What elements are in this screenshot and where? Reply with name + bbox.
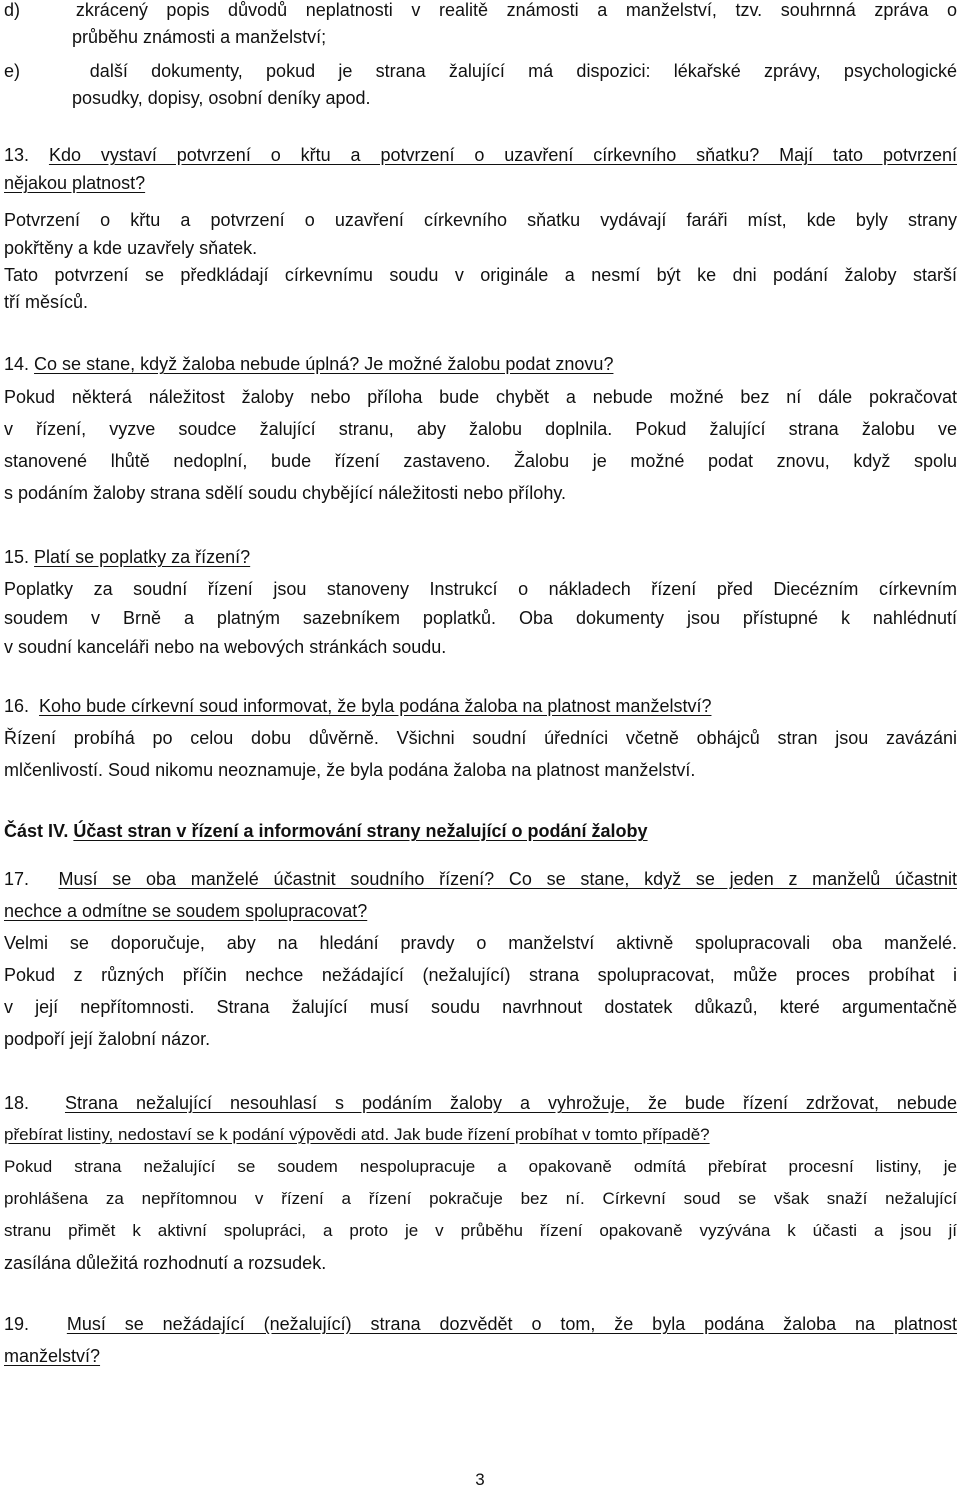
part-heading [4, 817, 957, 845]
answer-14-line: Pokud některá náležitost žaloby nebo příloha bude chybět a nebude možné bez ní dále pokračovat [4, 387, 957, 407]
answer-17-line: v její nepřítomnosti. Strana žalující musí soudu navrhnout dostatek důkazů, které argumentačně [4, 997, 957, 1017]
list-item-text: zkrácený popis důvodů neplatnosti v realitě známosti a manželství, tzv. souhrnná zpráva o [75, 0, 957, 20]
page-number: 3 [475, 1470, 485, 1489]
answer-17-line: podpoří její žalobní názor. [4, 1029, 211, 1049]
answer-18-line: Pokud strana nežalující se soudem nespolupracuje a opakovaně odmítá přebírat procesní listiny, je [4, 1157, 957, 1176]
question-15 [4, 543, 957, 571]
list-item-e [4, 57, 957, 85]
part-title: Účast stran v řízení a informování strany nežalující o podání žaloby [73, 821, 648, 841]
answer-15-line: v soudní kanceláři nebo na webových stránkách soudu. [4, 637, 447, 657]
question-number: 15. [4, 547, 30, 567]
question-number: 13. [4, 145, 30, 165]
question-number: 18. [4, 1093, 30, 1113]
answer-16-line: Řízení probíhá po celou dobu důvěrně. Všichni soudní úředníci včetně obhájců stran jsou zavázáni [4, 728, 957, 748]
question-number: 16. [4, 696, 30, 716]
question-13-text: Kdo vystaví potvrzení o křtu a potvrzení o uzavření církevního sňatku? Mají tato potvrzení [48, 145, 957, 165]
answer-15-line: soudem v Brně a platným sazebníkem poplatků. Oba dokumenty jsou přístupné k nahlédnutí [4, 608, 957, 628]
question-17 [4, 865, 957, 893]
answer-18-line: zasílána důležitá rozhodnutí a rozsudek. [4, 1253, 327, 1273]
question-19-text: Musí se nežádající (nežalující) strana dozvědět o tom, že byla podána žaloba na platnost [66, 1314, 957, 1334]
answer-18-line: prohlášena za nepřítomnou v řízení a řízení pokračuje bez ní. Církevní soud se však snaží nežalující [4, 1189, 957, 1208]
question-18-text: Strana nežalující nesouhlasí s podáním žaloby a vyhrožuje, že bude řízení zdržovat, nebude [64, 1093, 957, 1113]
question-14 [4, 350, 957, 378]
answer-14-line: v řízení, vyzve soudce žalující stranu, aby žalobu doplnila. Pokud žalující strana žalobu ve [4, 419, 957, 439]
list-item-e-cont: posudky, dopisy, osobní deníky apod. [72, 88, 371, 108]
answer-13-line: tří měsíců. [4, 292, 89, 312]
list-item-text: další dokumenty, pokud je strana žalující má dispozici: lékařské zprávy, psychologické [89, 61, 957, 81]
question-16 [4, 692, 957, 720]
question-number: 19. [4, 1314, 30, 1334]
list-marker: e) [4, 61, 21, 81]
answer-18-line: stranu přimět k aktivní spolupráci, a proto je v průběhu řízení opakovaně vyzývána k účasti a jsou jí [4, 1221, 957, 1240]
question-17-text: Musí se oba manželé účastnit soudního řízení? Co se stane, když se jeden z manželů účastnit [58, 869, 957, 889]
question-15-text: Platí se poplatky za řízení? [34, 547, 251, 567]
list-marker: d) [4, 0, 21, 20]
question-13 [4, 141, 957, 169]
question-14-text: Co se stane, když žaloba nebude úplná? Je možné žalobu podat znovu? [34, 354, 614, 374]
answer-17-line: Velmi se doporučuje, aby na hledání pravdy o manželství aktivně spolupracovali oba manželé. [4, 933, 957, 953]
answer-14-line: s podáním žaloby strana sdělí soudu chybějící náležitosti nebo přílohy. [4, 483, 566, 503]
question-number: 17. [4, 869, 30, 889]
question-19 [4, 1310, 957, 1338]
list-item-d [4, 0, 957, 24]
question-number: 14. [4, 354, 30, 374]
question-13-cont: nějakou platnost? [4, 173, 146, 193]
answer-14-line: stanovené lhůtě nedoplní, bude řízení zastaveno. Žalobu je možné podat znovu, když spolu [4, 451, 957, 471]
question-17-cont: nechce a odmítne se soudem spolupracovat? [4, 901, 368, 921]
part-label: Část IV. [4, 821, 69, 841]
question-18 [4, 1089, 957, 1117]
answer-13-line: pokřtěny a kde uzavřely sňatek. [4, 238, 258, 258]
answer-13-line: Potvrzení o křtu a potvrzení o uzavření církevního sňatku vydávají faráři míst, kde byly strany [4, 210, 957, 230]
question-18-cont: přebírat listiny, nedostaví se k podání výpovědi atd. Jak bude řízení probíhat v tomto případě? [4, 1125, 710, 1144]
answer-13-line: Tato potvrzení se předkládají církevnímu soudu v originále a nesmí být ke dni podání žaloby starší [4, 265, 957, 285]
answer-15-line: Poplatky za soudní řízení jsou stanoveny Instrukcí o nákladech řízení před Diecézním církevním [4, 579, 957, 599]
answer-16-line: mlčenlivostí. Soud nikomu neoznamuje, že byla podána žaloba na platnost manželství. [4, 760, 696, 780]
answer-17-line: Pokud z různých příčin nechce nežádající (nežalující) strana spolupracovat, může proces probíhat i [4, 965, 957, 985]
question-16-text: Koho bude církevní soud informovat, že byla podána žaloba na platnost manželství? [39, 696, 712, 716]
list-item-d-cont: průběhu známosti a manželství; [72, 27, 327, 47]
question-19-cont: manželství? [4, 1346, 101, 1366]
